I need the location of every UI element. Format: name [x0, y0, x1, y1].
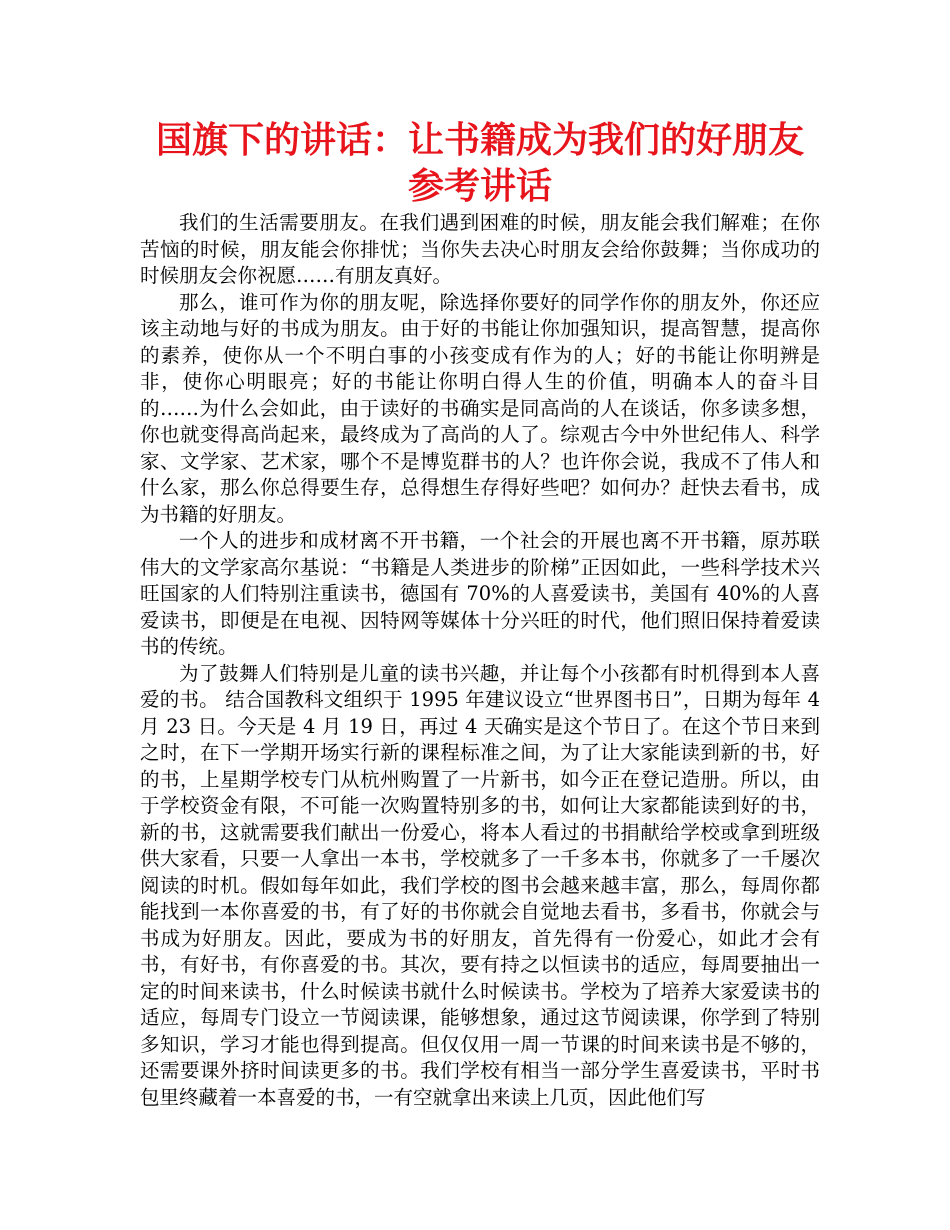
paragraph-1: 我们的生活需要朋友。在我们遇到困难的时候，朋友能会我们解难；在你苦恼的时候，朋友能会你排忧；当你失去决心时朋友会给你鼓舞；当你成功的时候朋友会你祝愿……有朋友真好。: [140, 211, 820, 287]
paragraph-3: 一个人的进步和成材离不开书籍，一个社会的开展也离不开书籍，原苏联伟大的文学家高尔基说：“书籍是人类进步的阶梯”正因如此，一些科学技术兴旺国家的人们特别注重读书，德国有 70%的人喜爱读书，美国有 40%的人喜爱读书，即便是在电视、因特网等媒体十分兴旺的时代，他们照旧保持着爱读书的传统。: [140, 529, 820, 658]
document-title-line-1: 国旗下的讲话：让书籍成为我们的好朋友: [155, 120, 804, 161]
document-body: [140, 210, 820, 1111]
document-title-line-2: 参考讲话: [407, 166, 552, 207]
paragraph-4: 为了鼓舞人们特别是儿童的读书兴趣，并让每个小孩都有时机得到本人喜爱的书。 结合国教科文组织于 1995 年建议设立“世界图书日”，日期为每年 4 月 23 日。今天是 4 月 19 日，再过 4 天确实是这个节日了。在这个节日来到之时，在下一学期开场实行新的课程标准之间，为了让大家能读到新的书，好的书，上星期学校专门从杭州购置了一片新书，如今正在登记造册。所以，由于学校资金有限，不可能一次购置特别多的书，如何让大家都能读到好的书，新的书，这就需要我们献出一份爱心，将本人看过的书捐献给学校或拿到班级供大家看，只要一人拿出一本书，学校就多了一千多本书，你就多了一千屡次阅读的时机。假如每年如此，我们学校的图书会越来越丰富，那么，每周你都能找到一本你喜爱的书，有了好的书你就会自觉地去看书，多看书，你就会与书成为好朋友。因此，要成为书的好朋友，首先得有一份爱心，如此才会有书，有好书，有你喜爱的书。其次，要有持之以恒读书的适应，每周要抽出一定的时间来读书，什么时候读书就什么时候读书。学校为了培养大家爱读书的适应，每周专门设立一节阅读课，能够想象，通过这节阅读课，你学到了特别多知识，学习才能也得到提高。但仅仅用一周一节课的时间来读书是不够的，还需要课外挤时间读更多的书。我们学校有相当一部分学生喜爱读书，平时书包里终藏着一本喜爱的书，一有空就拿出来读上几页，因此他们写: [140, 661, 820, 1109]
paragraph-2: 那么，谁可作为你的朋友呢，除选择你要好的同学作你的朋友外，你还应该主动地与好的书成为朋友。由于好的书能让你加强知识，提高智慧，提高你的素养，使你从一个不明白事的小孩变成有作为的人；好的书能让你明辨是非，使你心明眼亮；好的书能让你明白得人生的价值，明确本人的奋斗目的……为什么会如此，由于读好的书确实是同高尚的人在谈话，你多读多想，你也就变得高尚起来，最终成为了高尚的人了。综观古今中外世纪伟人、科学家、文学家、艺术家，哪个不是博览群书的人？也许你会说，我成不了伟人和什么家，那么你总得要生存，总得想生存得好些吧？如何办？赶快去看书，成为书籍的好朋友。: [140, 290, 820, 526]
document-page: [140, 118, 820, 1111]
